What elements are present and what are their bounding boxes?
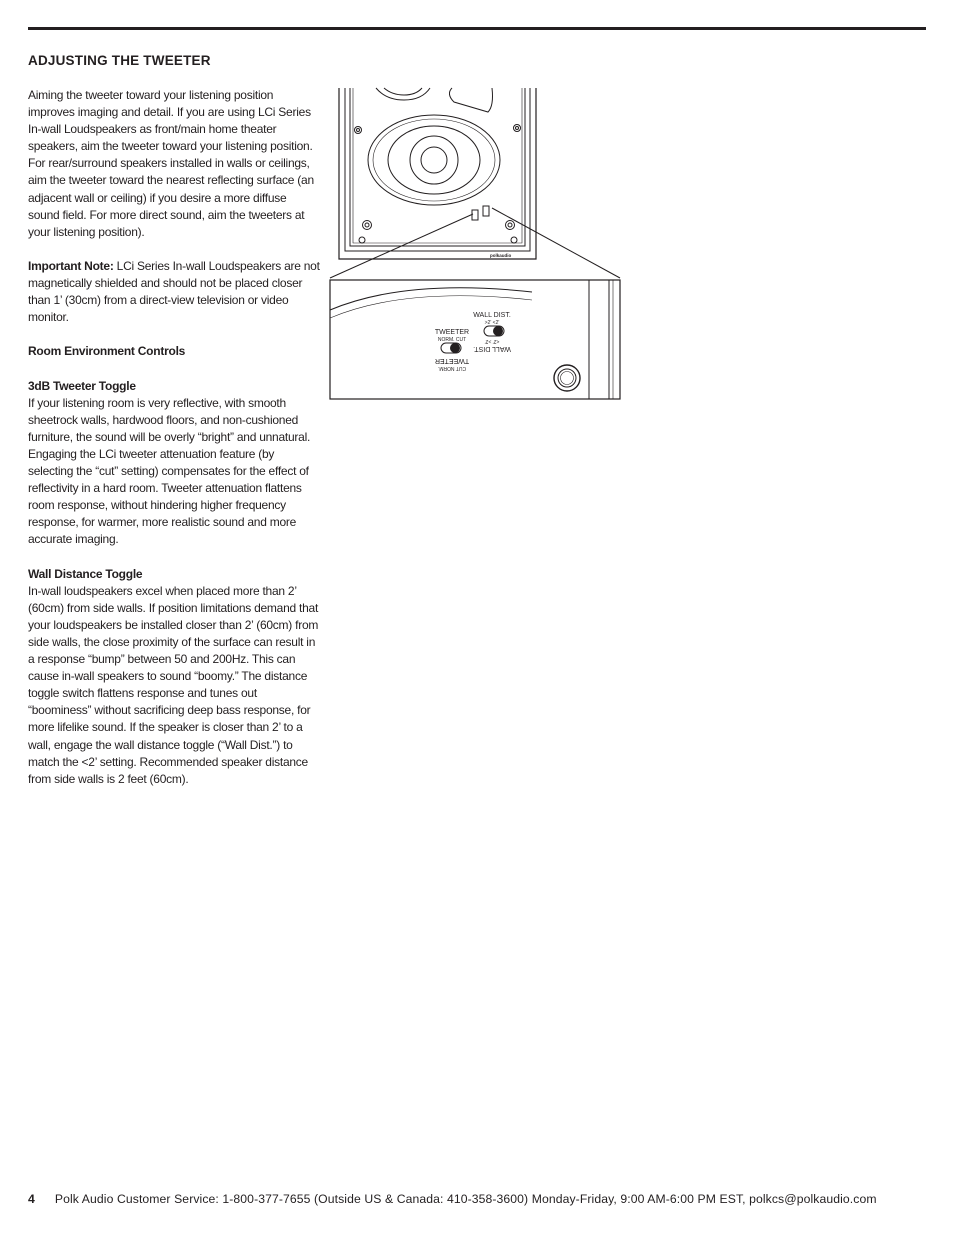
important-note (28, 258, 320, 326)
important-note-label: Important Note: (28, 258, 114, 273)
page-number: 4 (28, 1192, 35, 1206)
speaker-figure (326, 86, 626, 406)
intro-paragraph: Aiming the tweeter toward your listening position improves imaging and detail. If you are using LCi Series In-wall Loudspeakers as front/main home theater speakers, aim the tweeter toward your listening position. For rear/surround speakers installed in walls or ceilings, aim the tweeter toward the nearest reflecting surface (an adjacent wall or ceiling) if you desire a more diffuse sound field. For more direct sound, aim the tweeters at your listening position). (28, 88, 314, 239)
text-column (28, 87, 320, 805)
tweeter-label-inverted: TWEETER (434, 357, 470, 364)
brand-logo: polkaudio (490, 253, 512, 258)
wall-toggle-text: In-wall loudspeakers excel when placed more than 2’ (60cm) from side walls. If position limitations demand that your loudspeakers be installed closer than 2’ (60cm) from side walls, the close proximity of the surface can result in a response “bump” between 50 and 200Hz. This can cause in-wall speakers to sound “boomy.” The distance toggle switch flattens response and tunes out “boominess” without sacrificing deep bass response, for more lifelike sound. If the speaker is closer than 2’ to a wall, engage the wall distance toggle (“Wall Dist.”) to match the <2’ setting. Recommended speaker distance from side walls is 2 feet (60cm). (28, 583, 319, 786)
wall-distance-label: WALL DIST. (473, 312, 511, 319)
important-note-text: LCi Series In-wall Loudspeakers are not magnetically shielded and should not be placed closer than 1’ (30cm) from a direct-view television or video monitor. (28, 258, 320, 325)
tweeter-label: TWEETER (434, 329, 470, 336)
wall-toggle-heading: Wall Distance Toggle (28, 566, 143, 581)
tweeter-toggle-text: If your listening room is very reflective, with smooth sheetrock walls, hardwood floors, and non-cushioned furniture, the sound will be overly “bright” and unnatural. Engaging the LCi tweeter attenuation feature (by selecting the “cut” setting) compensates for the effect of reflectivity in a hard room. Tweeter attenuation flattens room response, without hindering higher frequency response, for warmer, more realistic sound and more accurate imaging. (28, 395, 311, 547)
wall-distance-options: >2' <2' (484, 320, 500, 326)
wall-distance-options-inverted: <2' >2' (484, 338, 500, 344)
footer-contact: Polk Audio Customer Service: 1-800-377-7655 (Outside US & Canada: 410-358-3600) Monday-Friday, 9:00 AM-6:00 PM EST, polkcs@polkaudio.com (54, 1192, 877, 1206)
room-controls-heading: Room Environment Controls (28, 344, 186, 359)
page-footer (28, 1192, 877, 1206)
tweeter-options: NORM. CUT (437, 337, 467, 343)
tweeter-toggle-heading: 3dB Tweeter Toggle (28, 378, 136, 393)
wall-distance-label-inverted: WALL DIST. (473, 345, 511, 352)
top-rule (28, 27, 926, 30)
tweeter-options-inverted: CUT NORM. (437, 365, 467, 371)
section-title: ADJUSTING THE TWEETER (28, 53, 211, 68)
